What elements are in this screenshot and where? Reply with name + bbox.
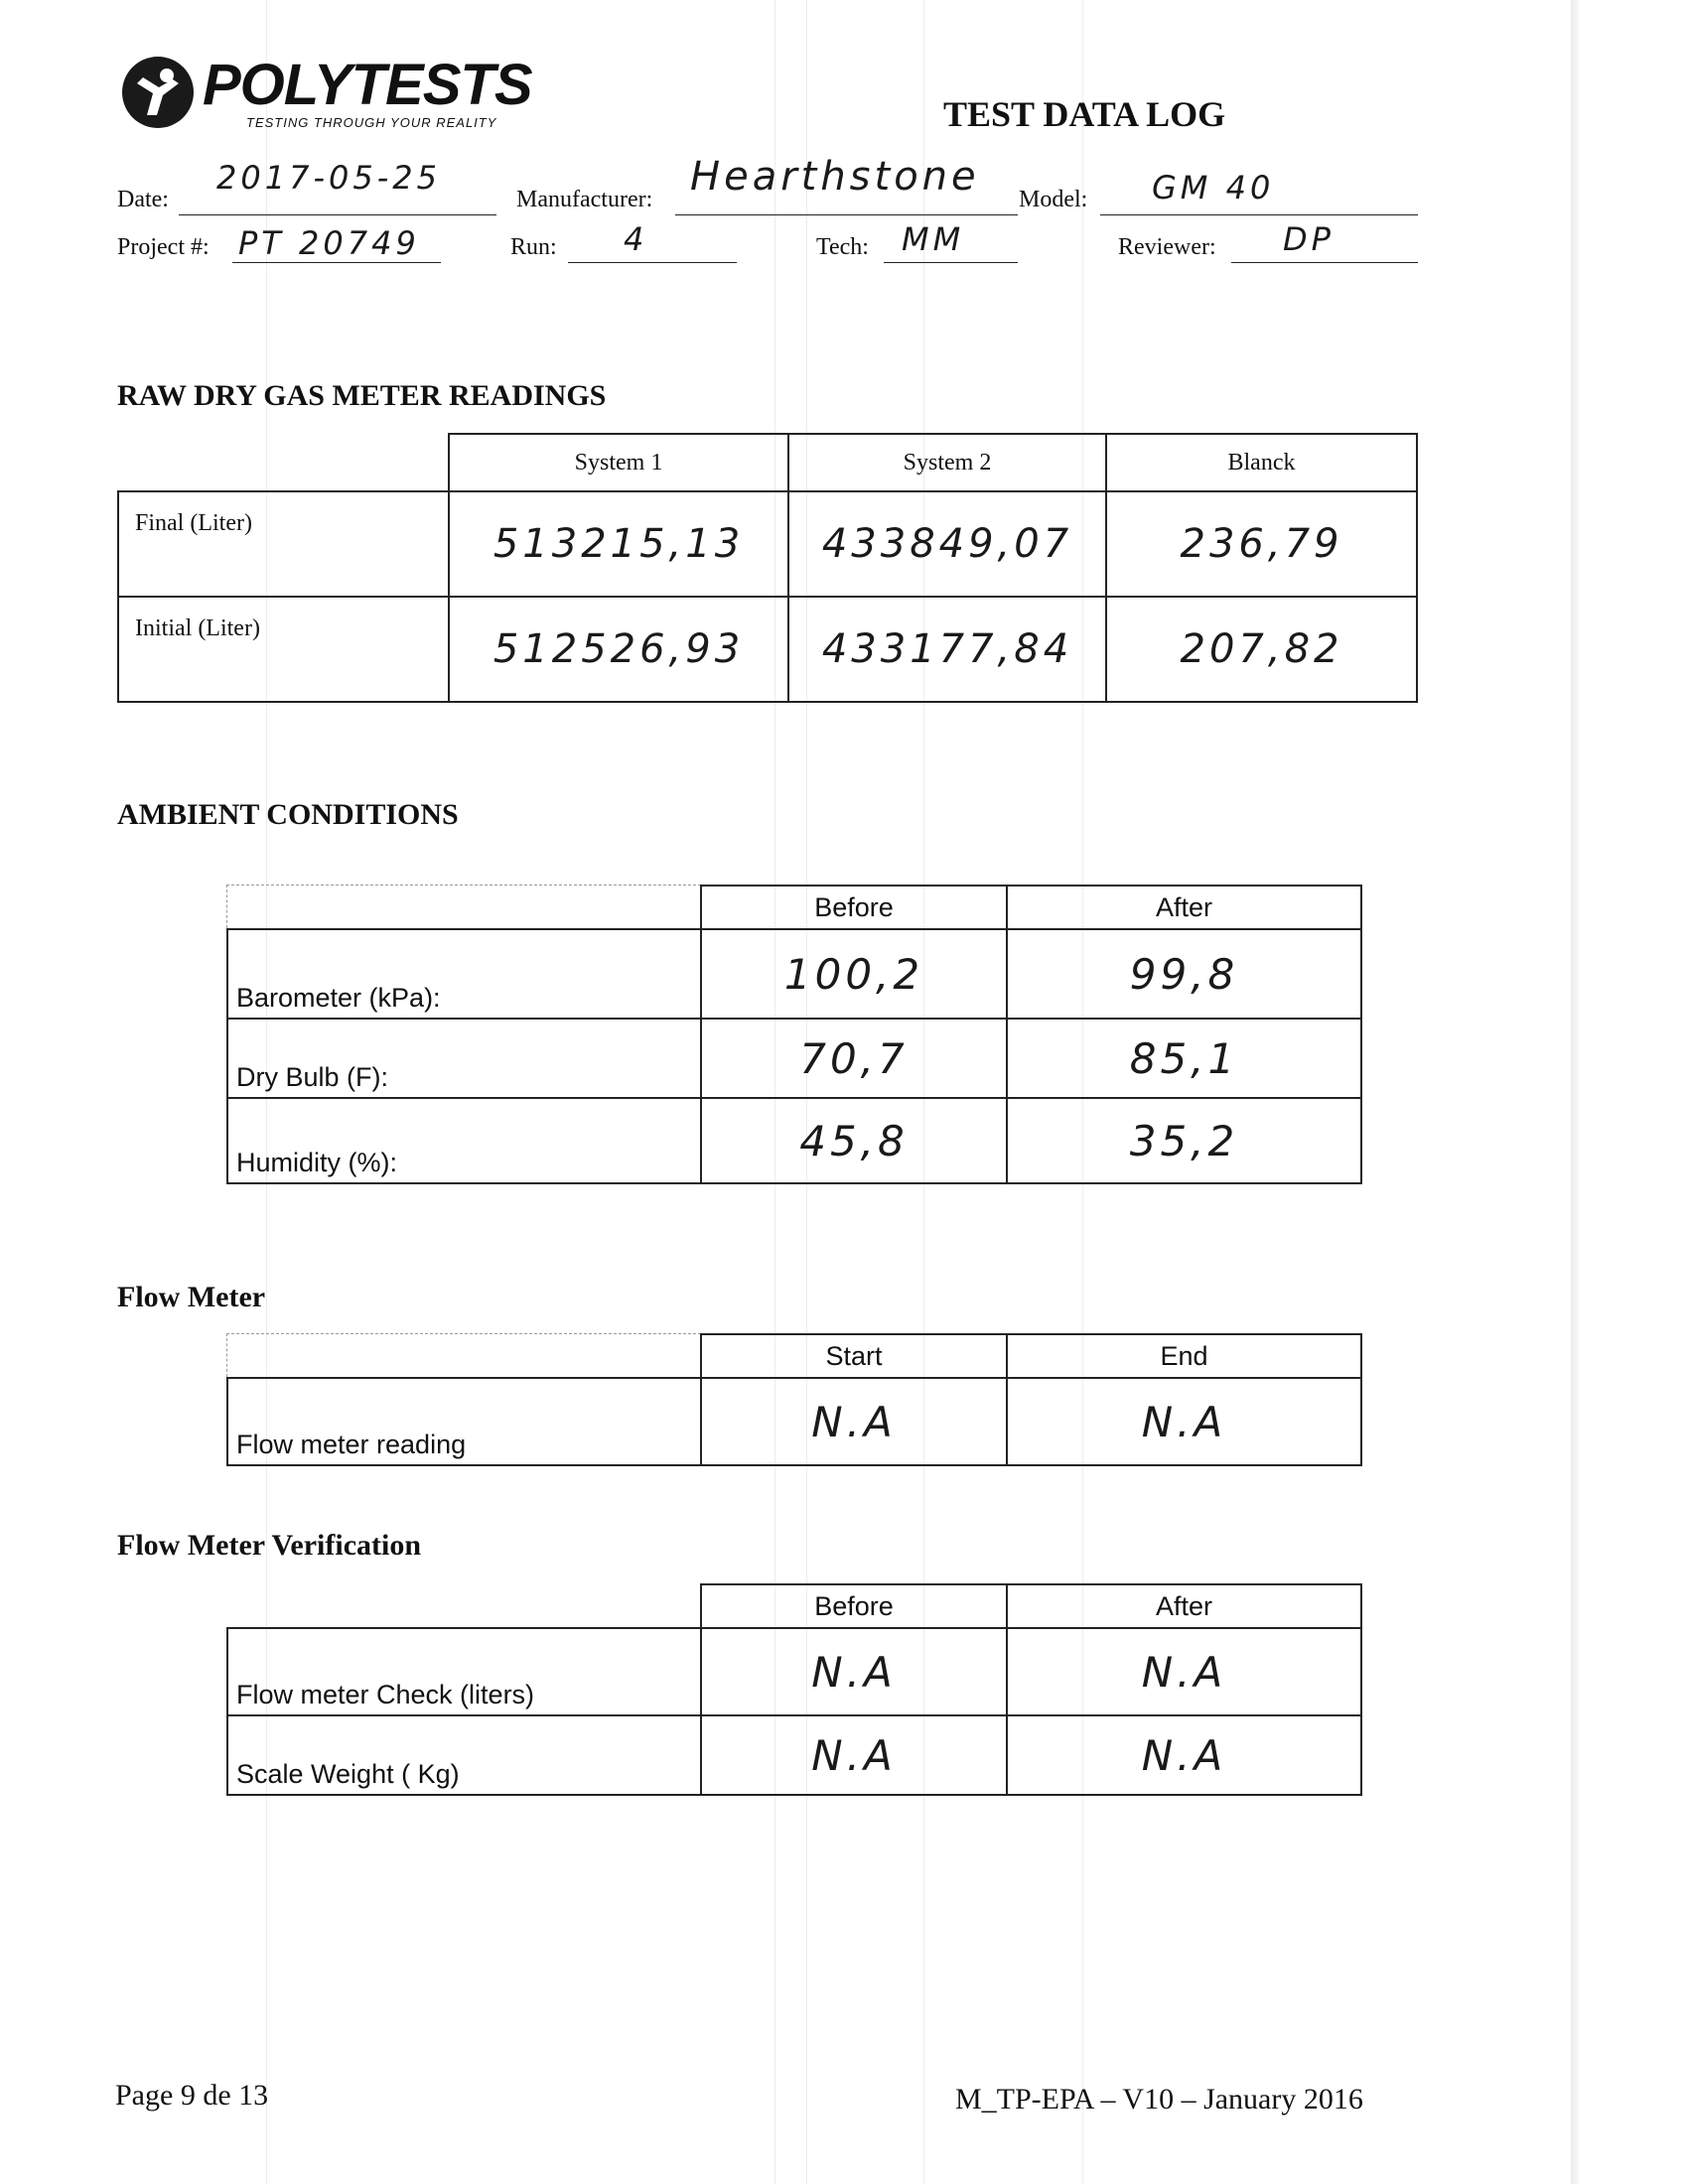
date-line: [179, 214, 496, 215]
raw-gas-col-system-1: System 1: [449, 434, 788, 491]
page-number: Page 9 de 13: [115, 2079, 269, 2112]
flow-verification-check-after: N.A: [1007, 1628, 1361, 1715]
model-line: [1100, 214, 1418, 215]
raw-gas-final-blanck: 236,79: [1106, 491, 1417, 597]
reviewer-line: [1231, 262, 1418, 263]
run-value: 4: [624, 220, 648, 258]
flow-verification-label-scale: Scale Weight ( Kg): [227, 1715, 701, 1795]
tech-label: Tech:: [816, 234, 869, 260]
ambient-label-barometer: Barometer (kPa):: [227, 929, 701, 1019]
page-title: TEST DATA LOG: [943, 94, 1226, 134]
model-label: Model:: [1019, 187, 1088, 212]
raw-gas-table: [117, 433, 1418, 703]
document-reference: M_TP-EPA – V10 – January 2016: [955, 2083, 1363, 2116]
model-value: GM 40: [1152, 169, 1275, 206]
ambient-label-humidity: Humidity (%):: [227, 1098, 701, 1183]
ambient-table: [226, 885, 1362, 1184]
company-logo: [117, 52, 554, 141]
flow-verification-col-after: After: [1007, 1584, 1361, 1628]
raw-gas-initial-system-1: 512526,93: [449, 597, 788, 702]
flow-verification-corner: [227, 1584, 701, 1628]
brand-tagline: TESTING THROUGH YOUR REALITY: [246, 115, 497, 130]
project-line: [232, 262, 441, 263]
raw-gas-col-blanck: Blanck: [1106, 434, 1417, 491]
date-value: 2017-05-25: [216, 159, 441, 197]
flow-meter-corner: [227, 1334, 701, 1378]
flow-verification-section-title: Flow Meter Verification: [117, 1529, 422, 1562]
polytests-logo-icon: [119, 54, 197, 131]
ambient-col-after: After: [1007, 886, 1361, 929]
flow-meter-table: [226, 1333, 1362, 1466]
ambient-humidity-before: 45,8: [701, 1098, 1007, 1183]
tech-line: [884, 262, 1018, 263]
flow-meter-reading-start: N.A: [701, 1378, 1007, 1465]
flow-verification-col-before: Before: [701, 1584, 1007, 1628]
ambient-section-title: AMBIENT CONDITIONS: [117, 798, 459, 831]
ambient-label-dry-bulb: Dry Bulb (F):: [227, 1019, 701, 1098]
raw-gas-initial-system-2: 433177,84: [788, 597, 1106, 702]
ambient-col-before: Before: [701, 886, 1007, 929]
flow-verification-scale-before: N.A: [701, 1715, 1007, 1795]
ambient-corner: [227, 886, 701, 929]
flow-meter-col-start: Start: [701, 1334, 1007, 1378]
raw-gas-col-system-2: System 2: [788, 434, 1106, 491]
run-line: [568, 262, 737, 263]
project-value: PT 20749: [238, 224, 420, 262]
brand-name: POLYTESTS: [203, 53, 532, 117]
flow-verification-scale-after: N.A: [1007, 1715, 1361, 1795]
ambient-humidity-after: 35,2: [1007, 1098, 1361, 1183]
manufacturer-value: Hearthstone: [690, 154, 980, 200]
flow-meter-col-end: End: [1007, 1334, 1361, 1378]
raw-gas-initial-blanck: 207,82: [1106, 597, 1417, 702]
ambient-dry-bulb-after: 85,1: [1007, 1019, 1361, 1098]
raw-gas-corner: [118, 434, 449, 491]
project-label: Project #:: [117, 234, 210, 260]
reviewer-value: DP: [1283, 220, 1335, 258]
manufacturer-label: Manufacturer:: [516, 187, 653, 212]
manufacturer-line: [675, 214, 1018, 215]
flow-verification-label-check: Flow meter Check (liters): [227, 1628, 701, 1715]
raw-gas-final-system-1: 513215,13: [449, 491, 788, 597]
ambient-barometer-before: 100,2: [701, 929, 1007, 1019]
raw-gas-row-label-final: Final (Liter): [118, 491, 449, 597]
date-label: Date:: [117, 187, 169, 212]
raw-gas-final-system-2: 433849,07: [788, 491, 1106, 597]
flow-meter-reading-end: N.A: [1007, 1378, 1361, 1465]
scan-page-edge: [1571, 0, 1579, 2184]
ambient-barometer-after: 99,8: [1007, 929, 1361, 1019]
reviewer-label: Reviewer:: [1118, 234, 1216, 260]
tech-value: MM: [902, 220, 965, 258]
run-label: Run:: [510, 234, 557, 260]
raw-gas-row-label-initial: Initial (Liter): [118, 597, 449, 702]
raw-gas-section-title: RAW DRY GAS METER READINGS: [117, 379, 607, 412]
flow-verification-check-before: N.A: [701, 1628, 1007, 1715]
flow-verification-table: [226, 1583, 1362, 1796]
flow-meter-section-title: Flow Meter: [117, 1281, 266, 1313]
flow-meter-label-reading: Flow meter reading: [227, 1378, 701, 1465]
ambient-dry-bulb-before: 70,7: [701, 1019, 1007, 1098]
